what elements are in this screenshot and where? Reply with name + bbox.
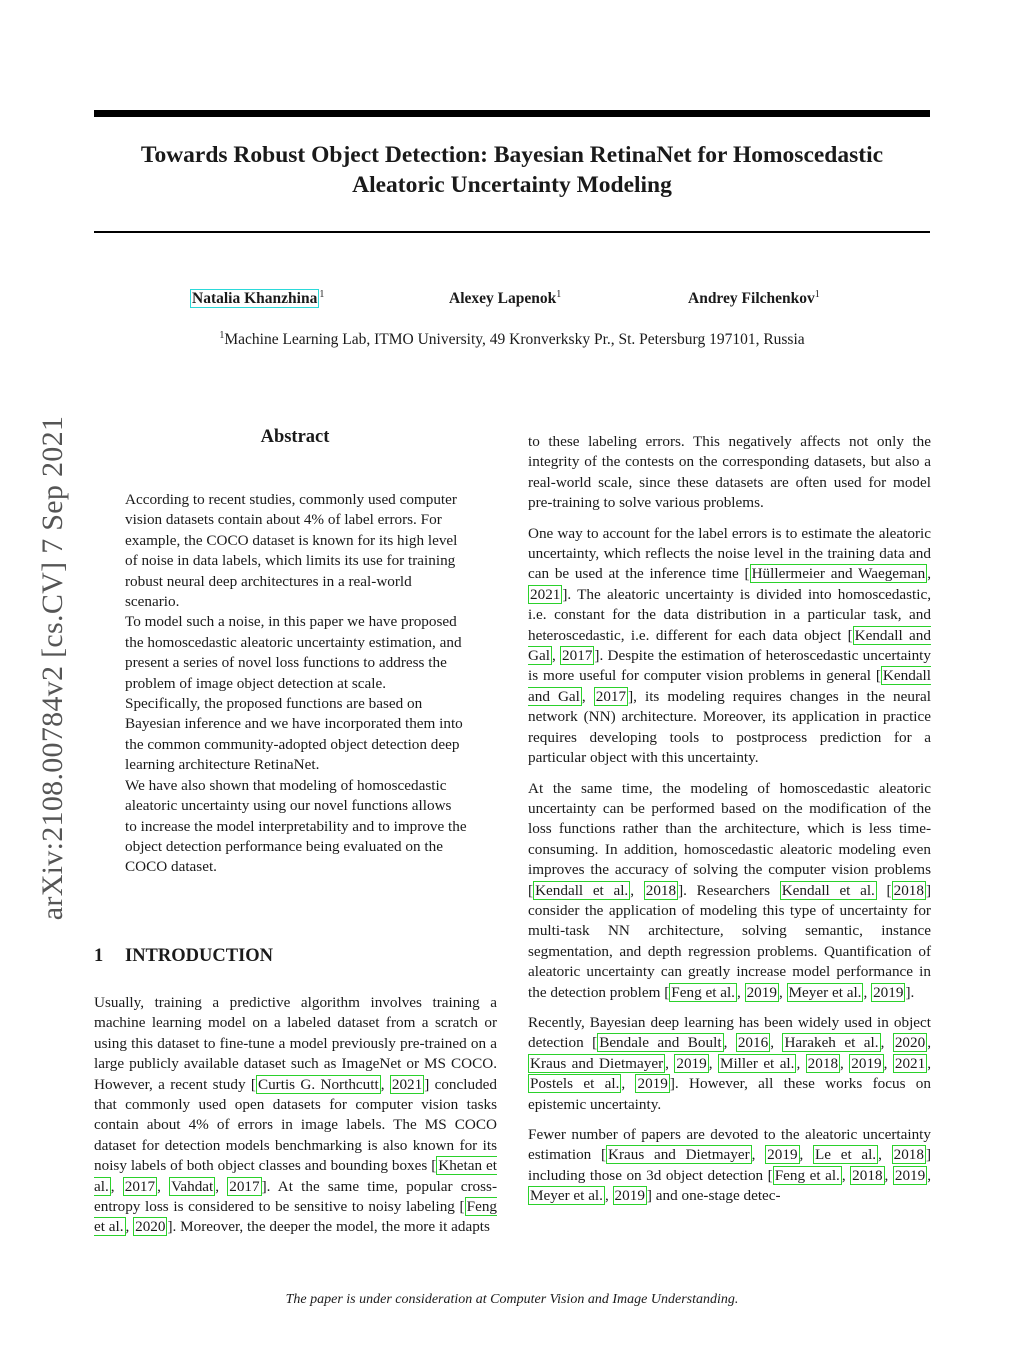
text-run: ,	[665, 1054, 675, 1072]
citation-link[interactable]: Kraus and Dietmayer	[608, 1146, 750, 1164]
citation-link[interactable]: Kendall et al.	[781, 881, 875, 899]
citation-link[interactable]: Vahdat	[171, 1177, 214, 1195]
text-run: ,	[884, 1166, 893, 1184]
text-run: ,	[796, 1054, 806, 1072]
author-3-name: Andrey Filchenkov	[688, 290, 815, 307]
text-run: ,	[380, 1075, 390, 1093]
title-bottom-rule	[94, 231, 930, 233]
text-run: ,	[736, 983, 745, 1001]
text-run: ,	[841, 1166, 851, 1184]
author-1	[190, 289, 324, 308]
text-run: ,	[799, 1146, 814, 1164]
text-run: ,	[110, 1177, 123, 1195]
author-1-link[interactable]: Natalia Khanzhina	[192, 290, 318, 307]
citation-link[interactable]: 2017	[562, 647, 593, 665]
citation-link[interactable]: Kendall et al.	[535, 881, 629, 899]
citation-link[interactable]: 2019	[746, 983, 777, 1001]
citation-link[interactable]: 2018	[893, 881, 924, 899]
citation-link[interactable]: 2019	[676, 1054, 707, 1072]
left-column	[94, 993, 497, 1248]
text-run: ,	[878, 1146, 892, 1164]
text-run: Recently, Bayesian deep learning has been widely used in object detection [	[528, 1013, 931, 1052]
text-run: ]. At the same time, popular cross-entropy loss is considered to be sensitive to noisy labeling [	[94, 1177, 498, 1216]
text-run: ] consider the application of modeling this type of uncertainty for multi-task NN architecture, solving semantic, instance segmentation, and depth regression problems. Quantification of aleatoric uncertainty can greatly increase model performance in the detection problem [	[528, 881, 932, 1001]
text-run: ]. However, all these works focus on epistemic uncertainty.	[528, 1075, 931, 1113]
text-run: ] concluded that commonly used open datasets for computer vision tasks contain about 4% of errors in image labels. The MS COCO dataset for detection models benchmarking is also known for its noisy labels of both object classes and bounding boxes [	[94, 1075, 498, 1175]
text-run: ].	[905, 983, 915, 1001]
citation-link[interactable]: 2018	[645, 881, 677, 899]
text-run: ,	[708, 1054, 718, 1072]
text-run: ] including those on 3d object detection [	[528, 1146, 932, 1184]
author-3	[688, 289, 820, 308]
citation-link[interactable]: Feng et al.	[94, 1198, 497, 1236]
citation-link[interactable]: 2018	[893, 1146, 924, 1164]
citation-link[interactable]: Meyer et al.	[530, 1187, 603, 1205]
right-column	[528, 432, 931, 1217]
citation-link[interactable]: 2021	[391, 1075, 423, 1093]
citation-link[interactable]: Meyer et al.	[788, 983, 862, 1001]
text-run: ,	[927, 1054, 932, 1072]
text-run: ,	[630, 881, 644, 899]
citation-link[interactable]: Kendall and Gal	[528, 626, 931, 665]
citation-link[interactable]: Curtis G. Northcutt	[257, 1075, 379, 1093]
text-run: ,	[927, 565, 931, 583]
text-run: ,	[927, 1034, 931, 1052]
text-run: to these labeling errors. This negatively affects not only the integrity of the contests on the corresponding datasets, but also a real-world scale, since these datasets are often used for model pre-training to solve various problems.	[528, 433, 931, 512]
paper-title: Towards Robust Object Detection: Bayesian RetinaNet for Homoscedastic Aleatoric Uncertainty Modeling	[140, 142, 884, 198]
text-run: ,	[778, 983, 787, 1001]
text-run: ,	[863, 983, 872, 1001]
citation-link[interactable]: 2018	[852, 1166, 883, 1184]
citation-link[interactable]: Hüllermeier and Waegeman	[751, 565, 926, 583]
text-run: ,	[581, 687, 594, 705]
citation-link[interactable]: 2019	[767, 1146, 798, 1164]
text-run: ,	[723, 1034, 736, 1052]
footer-note: The paper is under consideration at Computer Vision and Image Understanding.	[285, 1292, 739, 1307]
citation-link[interactable]: 2017	[124, 1177, 156, 1195]
citation-link[interactable]: Kendall and Gal	[528, 667, 931, 705]
author-2-name: Alexey Lapenok	[449, 290, 557, 307]
text-run: ]. Researchers	[678, 881, 780, 899]
text-run: One way to account for the label errors is to estimate the aleatoric uncertainty, which reflects the noise level in the training data and can be used at the inference time [	[528, 524, 931, 583]
author-3-affil-mark: 1	[814, 289, 820, 300]
text-run: ]. The aleatoric uncertainty is divided into homoscedastic, i.e. constant for the data distribution in a particular task, and heteroscedastic, i.e. different for each data object [	[528, 585, 931, 644]
citation-link[interactable]: 2018	[807, 1054, 839, 1072]
citation-link[interactable]: Feng et al.	[671, 983, 735, 1001]
citation-link[interactable]: 2019	[894, 1166, 926, 1184]
author-2-affil-mark: 1	[556, 289, 562, 300]
text-run: ,	[621, 1075, 636, 1093]
abstract-paragraph: To model such a noise, in this paper we have proposed the homoscedastic aleatoric uncertainty estimation, and present a series of novel loss functions to address the problem of image object detection at scale.	[125, 613, 462, 692]
text-run: ,	[883, 1054, 893, 1072]
text-run: ,	[125, 1218, 134, 1236]
text-run: ], its modeling requires changes in the neural network (NN) architecture. Moreover, its application in practice requires developing tools to postprocess prediction for a particular object with this uncertainty.	[528, 687, 932, 767]
intro-paragraph-5	[528, 1013, 931, 1115]
citation-link[interactable]: 2021	[530, 585, 561, 603]
abstract-body	[125, 490, 467, 878]
citation-link[interactable]: 2017	[229, 1177, 260, 1195]
arxiv-stamp	[38, 373, 68, 963]
abstract-paragraph: We have also shown that modeling of homoscedastic aleatoric uncertainty using our novel functions allows to increase the model interpretability and to improve the object detection performance being evaluated on the COCO dataset.	[125, 776, 467, 876]
author-1-affil-mark: 1	[319, 289, 325, 300]
text-run: ]. Moreover, the deeper the model, the more it adapts	[167, 1218, 490, 1236]
text-run: ,	[215, 1177, 228, 1195]
section-heading-introduction	[94, 946, 273, 967]
citation-link[interactable]: Khetan et al.	[94, 1157, 497, 1195]
abstract-paragraph: Specifically, the proposed functions are based on Bayesian inference and we have incorporated them into the common community-adopted object detection deep learning architecture RetinaNet.	[125, 695, 463, 774]
citation-link[interactable]: Harakeh et al.	[784, 1034, 879, 1052]
section-number: 1	[94, 946, 104, 966]
intro-paragraph-4	[528, 779, 931, 1003]
citation-link[interactable]: 2017	[595, 687, 627, 705]
title-top-rule	[94, 110, 930, 117]
text-run: ,	[770, 1034, 783, 1052]
citation-link[interactable]: Feng et al.	[774, 1166, 840, 1184]
text-run: Usually, training a predictive algorithm involves training a machine learning model on a labeled dataset from a scratch or using this dataset to fine-tune a model previously pre-trained on a large publicly available dataset such as ImageNet or MS COCO. However, a recent study [	[94, 994, 497, 1093]
citation-link[interactable]: Bendale and Boult	[599, 1034, 722, 1052]
text-run: ]. Despite the estimation of heteroscedastic uncertainty is more useful for computer vision problems in general [	[528, 647, 931, 685]
text-run: ,	[880, 1034, 893, 1052]
citation-link[interactable]: 2016	[737, 1034, 769, 1052]
citation-link[interactable]: Miller et al.	[719, 1054, 795, 1072]
citation-link[interactable]: Kraus and Dietmayer	[530, 1054, 664, 1072]
text-run: ,	[157, 1177, 170, 1195]
citation-link[interactable]: 2019	[851, 1054, 882, 1072]
affiliation-text: Machine Learning Lab, ITMO University, 49 Kronverksky Pr., St. Petersburg 197101, Russia	[224, 331, 805, 348]
text-run: ,	[927, 1166, 932, 1184]
text-run: ,	[840, 1054, 850, 1072]
author-2	[449, 289, 561, 308]
affiliation-mark: 1	[219, 330, 225, 341]
text-run: ,	[551, 647, 561, 665]
citation-link[interactable]: 2020	[135, 1218, 166, 1236]
intro-paragraph-1	[94, 993, 497, 1238]
citation-link[interactable]: 2020	[894, 1034, 926, 1052]
text-run: At the same time, the modeling of homoscedastic aleatoric uncertainty can be performed based on the modification of the loss functions rather than the architecture, which is less time-consuming. In addition, homoscedastic aleatoric modeling even improves the accuracy of solving the computer vision problems [	[528, 779, 931, 899]
citation-link[interactable]: 2021	[894, 1054, 926, 1072]
intro-paragraph-6	[528, 1125, 931, 1207]
text-run: Fewer number of papers are devoted to the aleatoric uncertainty estimation [	[528, 1126, 931, 1164]
citation-link[interactable]: Postels et al.	[530, 1075, 620, 1093]
text-run: ] and one-stage detec-	[646, 1187, 781, 1205]
text-run: ,	[604, 1187, 613, 1205]
abstract-paragraph: According to recent studies, commonly used computer vision datasets contain about 4% of label errors. For example, the COCO dataset is known for its high level of noise in data labels, which limits its use for training robust neural deep architectures in a real-world scenario.	[125, 491, 458, 611]
citation-link[interactable]: 2019	[614, 1187, 645, 1205]
text-run: [	[876, 881, 892, 899]
section-title: INTRODUCTION	[125, 946, 274, 966]
citation-link[interactable]: 2019	[873, 983, 904, 1001]
arxiv-stamp-text: arXiv:2108.00784v2 [cs.CV] 7 Sep 2021	[36, 415, 69, 921]
abstract-heading: Abstract	[260, 427, 330, 447]
affiliation	[94, 330, 930, 349]
text-run: ,	[751, 1146, 766, 1164]
citation-link[interactable]: 2019	[637, 1075, 668, 1093]
citation-link[interactable]: Le et al.	[815, 1146, 877, 1164]
intro-paragraph-2	[528, 432, 931, 514]
intro-paragraph-3	[528, 524, 931, 769]
